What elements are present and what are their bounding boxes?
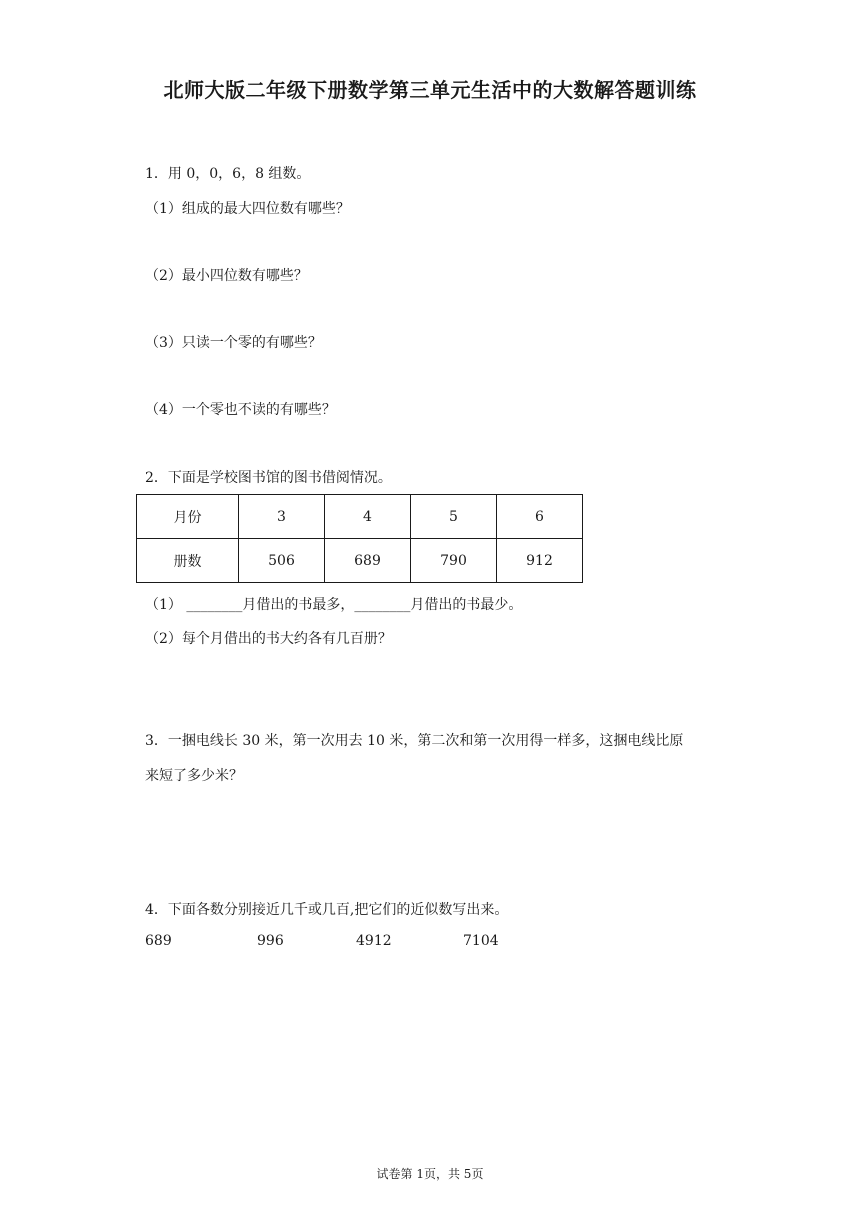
question-1-sub-4: （4）一个零也不读的有哪些？ — [145, 402, 336, 418]
question-2-stem: 2．下面是学校图书馆的图书借阅情况。 — [145, 470, 392, 486]
table-cell-count: 689 — [325, 539, 411, 583]
number-item: 7104 — [463, 933, 499, 949]
question-1-stem: 1．用 0，0，6，8 组数。 — [145, 166, 311, 182]
table-cell-count: 912 — [497, 539, 583, 583]
number-item: 996 — [257, 933, 284, 949]
question-1-sub-3: （3）只读一个零的有哪些？ — [145, 335, 322, 351]
borrowing-table — [136, 494, 583, 583]
number-item: 689 — [145, 933, 172, 949]
table-cell-count: 506 — [239, 539, 325, 583]
question-3-line-1: 3．一捆电线长 30 米，第一次用去 10 米，第二次和第一次用得一样多，这捆电线比原 — [145, 733, 684, 749]
table-cell-month: 5 — [411, 495, 497, 539]
page-footer: 试卷第 1页，共 5页 — [376, 1167, 484, 1181]
table-cell-count: 790 — [411, 539, 497, 583]
table-header-month: 月份 — [137, 495, 239, 539]
question-3-line-2: 来短了多少米？ — [145, 768, 243, 784]
table-cell-month: 3 — [239, 495, 325, 539]
question-2-sub-1: （1） ________月借出的书最多，________月借出的书最少。 — [145, 597, 523, 613]
table-cell-month: 4 — [325, 495, 411, 539]
table-cell-month: 6 — [497, 495, 583, 539]
table-header-count: 册数 — [137, 539, 239, 583]
table-row-count — [137, 539, 583, 583]
question-1-sub-1: （1）组成的最大四位数有哪些？ — [145, 201, 350, 217]
question-1-sub-2: （2）最小四位数有哪些？ — [145, 268, 308, 284]
question-4-stem: 4．下面各数分别接近几千或几百,把它们的近似数写出来。 — [145, 902, 509, 918]
question-2-sub-2: （2）每个月借出的书大约各有几百册？ — [145, 631, 392, 647]
page-title: 北师大版二年级下册数学第三单元生活中的大数解答题训练 — [163, 78, 697, 102]
number-item: 4912 — [356, 933, 392, 949]
table-row-month — [137, 495, 583, 539]
